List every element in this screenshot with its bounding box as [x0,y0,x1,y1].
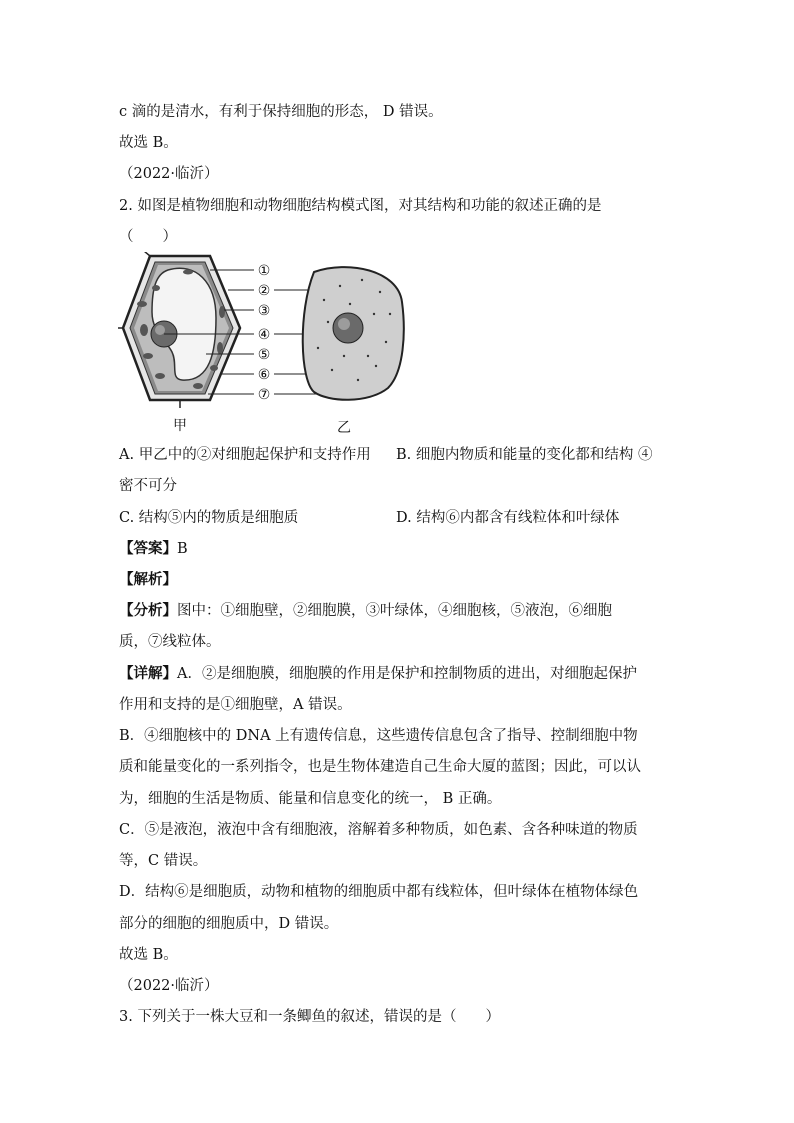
question-2-stem: 2. 如图是植物细胞和动物细胞结构模式图，对其结构和功能的叙述正确的是 [119,198,602,214]
text-line-1: c 滴的是清水，有利于保持细胞的形态， D 错误。 [119,104,443,120]
caption-animal: 乙 [337,420,351,436]
answer-line [119,539,188,559]
question-3-stem: 3. 下列关于一株大豆和一条鲫鱼的叙述，错误的是（ ） [119,1009,500,1025]
answer-value: B [177,541,188,557]
question-2-brackets: （ ） [119,229,177,245]
xiangjie-b-line-1: B．④细胞核中的 DNA 上有遗传信息，这些遗传信息包含了指导、控制细胞中物 [119,728,638,744]
conclusion: 故选 B。 [119,947,178,963]
xiangjie-c-line-1: C．⑤是液泡，液泡中含有细胞液，溶解着多种物质，如色素、含各种味道的物质 [119,822,638,838]
label-7: ⑦ [257,387,271,403]
plant-cell [118,252,240,408]
option-a: A. 甲乙中的②对细胞起保护和支持作用 [119,447,371,463]
label-3: ③ [257,303,271,319]
source-tag-1: （2022·临沂） [119,166,219,182]
label-6: ⑥ [257,367,271,383]
xiangjie-tag: 【详解】 [119,665,177,682]
fenxi-line-1 [119,601,612,621]
fenxi-line-2: 质，⑦线粒体。 [119,634,221,650]
option-c: C. 结构⑤内的物质是细胞质 [119,510,299,526]
caption-plant: 甲 [173,418,187,434]
text-line-2: 故选 B。 [119,135,178,151]
fenxi-tag: 【分析】 [119,602,177,619]
option-d: D. 结构⑥内都含有线粒体和叶绿体 [396,510,620,526]
answer-tag: 【答案】 [119,540,177,557]
analysis-tag: 【解析】 [119,571,177,588]
xiangjie-line-1 [119,664,637,684]
xiangjie-b-line-2: 质和能量变化的一系列指令，也是生物体建造自己生命大厦的蓝图；因此，可以认 [119,759,641,775]
option-b-line-1: B. 细胞内物质和能量的变化都和结构 ④ [396,447,653,463]
xiangjie-c-line-2: 等，C 错误。 [119,853,208,869]
xiangjie-a-line-2: 作用和支持的是①细胞壁，A 错误。 [119,697,352,713]
xiangjie-a-1: A．②是细胞膜，细胞膜的作用是保护和控制物质的进出，对细胞起保护 [177,666,637,682]
label-2: ② [257,283,271,299]
source-tag-2: （2022·临沂） [119,978,219,994]
cell-diagram [118,252,408,437]
xiangjie-d-line-1: D．结构⑥是细胞质，动物和植物的细胞质中都有线粒体，但叶绿体在植物体绿色 [119,884,639,900]
label-4: ④ [257,327,271,343]
option-b-line-2: 密不可分 [119,478,177,494]
animal-cell [303,267,404,400]
label-5: ⑤ [257,347,271,363]
xiangjie-d-line-2: 部分的细胞的细胞质中，D 错误。 [119,916,339,932]
fenxi-text-1: 图中：①细胞壁，②细胞膜，③叶绿体，④细胞核，⑤液泡，⑥细胞 [177,603,612,619]
xiangjie-b-line-3: 为，细胞的生活是物质、能量和信息变化的统一， B 正确。 [119,791,502,807]
label-1: ① [257,263,271,279]
